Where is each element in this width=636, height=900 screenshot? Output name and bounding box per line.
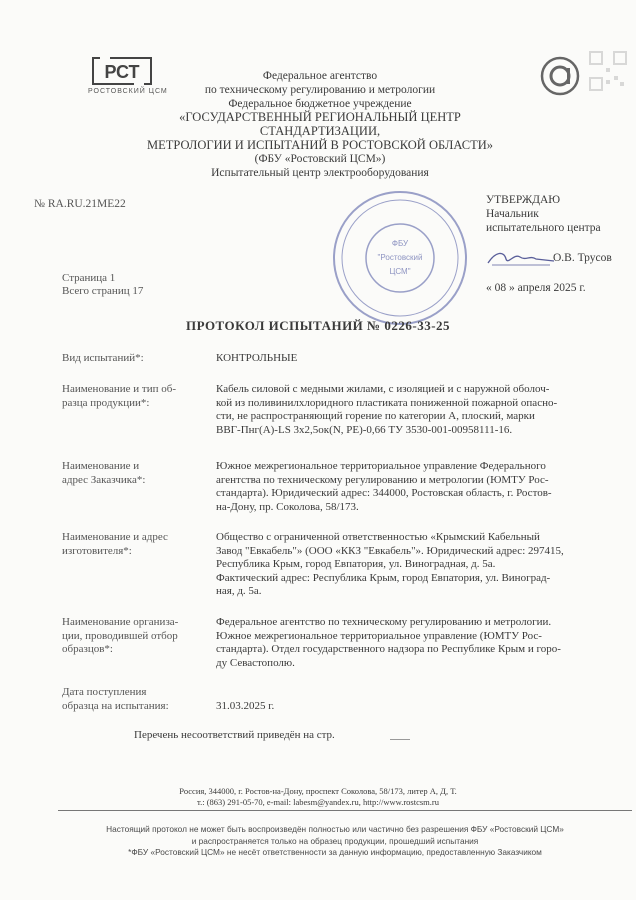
label-line: образца на испытания: [62, 699, 169, 712]
signer-name: О.В. Трусов [553, 252, 612, 264]
value-line: Завод "Евкабель"» (ООО «ККЗ "Евкабель"». Юридический адрес: 297415, [216, 544, 564, 557]
nonconformity-note: Перечень несоответствий приведён на стр. [134, 729, 335, 741]
value-line: стандарта). Отдел государственного надзора по Республике Крым и горо- [216, 643, 561, 656]
label-line: ции, проводившей отбор [62, 629, 178, 642]
value-line: Общество с ограниченной ответственностью «Крымский Кабельный [216, 531, 540, 543]
label-line: Дата поступления [62, 686, 147, 698]
header-line-3: Федеральное бюджетное учреждение [228, 97, 412, 110]
registration-number: № RA.RU.21МЕ22 [34, 198, 126, 210]
page-total: Всего страниц 17 [62, 285, 144, 297]
field-value-customer [216, 460, 596, 514]
value-line: Республика Крым, город Евпатория, ул. Виноградная, д. 5а. [216, 558, 496, 571]
label-line: Наименование и тип об- [62, 383, 177, 395]
notice-line-3: *ФБУ «Ростовский ЦСМ» не несёт ответственности за данную информацию, предоставленную Заказчиком [128, 847, 542, 858]
approval-position-2: испытательного центра [486, 222, 601, 234]
approval-heading: УТВЕРЖДАЮ [486, 194, 561, 206]
field-value-receipt-date [216, 700, 596, 714]
accreditation-badge-icon [540, 56, 580, 96]
legal-notice [40, 824, 630, 859]
value-line: стандарта). Юридический адрес: 344000, Ростовская область, г. Ростов- [216, 487, 552, 500]
logo-caption: РОСТОВСКИЙ ЦСМ [88, 88, 168, 95]
header-line-1: Федеральное агентство [262, 70, 378, 82]
field-label-test-type [62, 352, 204, 366]
label-line: Наименование организа- [62, 616, 179, 628]
header-line-6: (ФБУ «Ростовский ЦСМ») [254, 152, 386, 165]
value-line: агентства по техническому регулированию и метрологии (ЮМТУ Рос- [216, 473, 549, 486]
field-value-sampling-org [216, 616, 596, 670]
value-line: Южное межрегиональное территориальное управление Федерального [216, 460, 546, 472]
field-label-manufacturer [62, 531, 204, 558]
header-line-5: МЕТРОЛОГИИ И ИСПЫТАНИЙ В РОСТОВСКОЙ ОБЛАСТИ» [147, 137, 493, 152]
stamp-text-bottom: ЦСМ" [389, 267, 411, 276]
label-line: адрес Заказчика*: [62, 473, 146, 486]
header-line-4: «ГОСУДАРСТВЕННЫЙ РЕГИОНАЛЬНЫЙ ЦЕНТР СТАНДАРТИЗАЦИИ, [179, 110, 461, 139]
value-line: ВВГ-Пнг(А)-LS 3х2,5ок(N, PE)-0,66 ТУ 3530-001-00958111-16. [216, 423, 513, 436]
field-value-product [216, 383, 596, 437]
approval-position: Начальник [486, 208, 539, 220]
label-line: Наименование и адрес [62, 531, 168, 543]
notice-line-1: Настоящий протокол не может быть воспроизведён полностью или частично без разрешения ФБУ «Ростовский ЦСМ» [106, 824, 564, 834]
stamp-text-top: ФБУ [391, 239, 409, 248]
field-label-sampling-org [62, 616, 204, 657]
blank-line [390, 739, 410, 740]
value-line: Южное межрегиональное территориальное управление (ЮМТУ Рос- [216, 629, 542, 642]
value-line: КОНТРОЛЬНЫЕ [216, 352, 298, 364]
value-line: Федеральное агентство по техническому регулированию и метрологии. [216, 616, 552, 628]
label-line: Вид испытаний*: [62, 352, 144, 364]
footer-contacts-line: т.: (863) 291-05-70, e-mail: labesm@yandex.ru, http://www.rostcsm.ru [197, 797, 439, 807]
field-label-customer [62, 460, 204, 487]
field-value-test-type [216, 352, 596, 366]
logo-text: РСТ [104, 62, 140, 82]
footer-address [0, 786, 636, 808]
value-line: ду Севастополю. [216, 656, 295, 669]
header-line-7: Испытательный центр электрооборудования [211, 166, 429, 179]
page-info [62, 272, 143, 298]
label-line: Наименование и [62, 460, 140, 472]
value-line: кой из поливинилхлоридного пластиката пониженной пожарной опасно- [216, 396, 558, 409]
protocol-title: ПРОТОКОЛ ИСПЫТАНИЙ № 0226-33-25 [185, 318, 451, 333]
approval-block [486, 193, 601, 235]
value-line: Фактический адрес: Республика Крым, город Евпатория, ул. Виноград- [216, 571, 551, 584]
label-line: разца продукции*: [62, 396, 150, 409]
value-line: ная, д. 5а. [216, 585, 262, 598]
footer-address-line: Россия, 344000, г. Ростов-на-Дону, проспект Соколова, 58/173, литер А, Д, Т. [179, 786, 457, 796]
field-label-product [62, 383, 204, 410]
official-stamp [330, 188, 470, 328]
header-line-2: по техническому регулированию и метрологии [204, 83, 436, 96]
organization-header [130, 70, 510, 180]
notice-line-2: и распространяется только на образец продукции, прошедший испытания [191, 835, 479, 846]
stamp-text-middle: "Ростовский [377, 253, 423, 262]
value-line: на-Дону, пр. Соколова, 58/173. [216, 500, 359, 513]
label-line: образцов*: [62, 643, 113, 656]
page-number: Страница 1 [62, 272, 116, 284]
approval-date: « 08 » апреля 2025 г. [486, 282, 586, 294]
field-value-manufacturer [216, 531, 596, 599]
qr-code-icon [588, 50, 628, 94]
signature [486, 249, 556, 269]
field-label-receipt-date [62, 686, 204, 713]
value-line: сти, не распространяющий горение по категории А, плоский, марки [216, 410, 535, 423]
label-line: изготовителя*: [62, 544, 132, 557]
value-line: Кабель силовой с медными жилами, с изоляцией и с наружной оболоч- [216, 383, 550, 395]
value-line: 31.03.2025 г. [216, 700, 275, 712]
footer-divider [58, 810, 632, 811]
